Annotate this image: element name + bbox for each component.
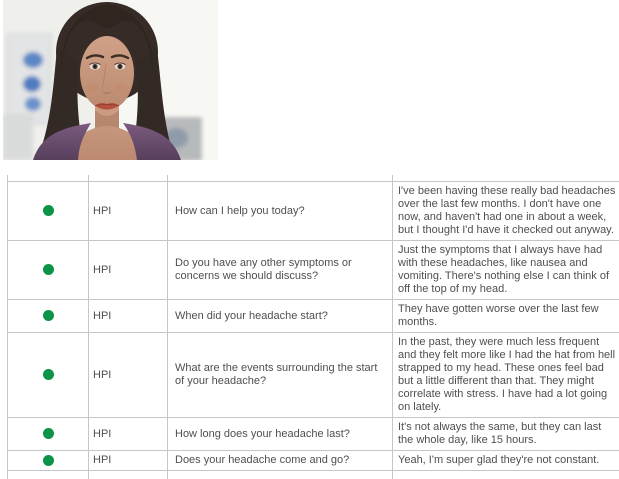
status-cell: [8, 241, 89, 300]
answer-cell: Just the symptoms that I always have had with these headaches, like nausea and vomiting. There's nothing else I can think of off the top of my head.: [393, 241, 619, 300]
table-row[interactable]: [8, 418, 619, 451]
patient-avatar-illustration: [3, 0, 218, 160]
answer-cell: In the past, they were much less frequent and they felt more like I had the hat from hell strapped to my head. These ones feel bad but a little different than that. They might correlate with stress. I have had a lot going on lately.: [393, 333, 619, 418]
status-green-dot-icon: [43, 428, 54, 439]
answer-cell: It's not always the same, but they can last the whole day, like 15 hours.: [393, 418, 619, 451]
qa-table: [7, 175, 619, 479]
category-cell: HPI: [89, 333, 168, 418]
status-green-dot-icon: [43, 264, 54, 275]
category-cell: HPI: [89, 451, 168, 471]
table-row[interactable]: [8, 451, 619, 471]
status-green-dot-icon: [43, 455, 54, 466]
category-cell: HPI: [89, 418, 168, 451]
status-cell: [8, 300, 89, 333]
question-cell: When did your headache start?: [168, 300, 393, 333]
question-cell: How long does your headache last?: [168, 418, 393, 451]
table-row[interactable]: [8, 333, 619, 418]
table-row[interactable]: [8, 241, 619, 300]
status-cell: [8, 451, 89, 471]
category-cell: HPI: [89, 300, 168, 333]
question-cell: What are the events surrounding the start of your headache?: [168, 333, 393, 418]
question-cell: Do you have any other symptoms or concerns we should discuss?: [168, 241, 393, 300]
status-green-dot-icon: [43, 310, 54, 321]
status-cell: [8, 333, 89, 418]
table-row[interactable]: [8, 300, 619, 333]
patient-avatar: [3, 0, 218, 160]
table-row-partial: [8, 471, 619, 479]
status-cell: [8, 182, 89, 241]
question-cell: Does your headache come and go?: [168, 451, 393, 471]
answer-cell: They have gotten worse over the last few months.: [393, 300, 619, 333]
qa-table-container: [7, 175, 619, 479]
answer-cell: I've been having these really bad headaches over the last few months. I don't have one now, and haven't had one in about a week, but I thought I'd have it checked out anyway.: [393, 182, 619, 241]
answer-cell: Yeah, I'm super glad they're not constant.: [393, 451, 619, 471]
category-cell: HPI: [89, 182, 168, 241]
status-green-dot-icon: [43, 205, 54, 216]
category-cell: HPI: [89, 241, 168, 300]
table-row[interactable]: [8, 182, 619, 241]
question-cell: How can I help you today?: [168, 182, 393, 241]
status-cell: [8, 418, 89, 451]
status-green-dot-icon: [43, 369, 54, 380]
